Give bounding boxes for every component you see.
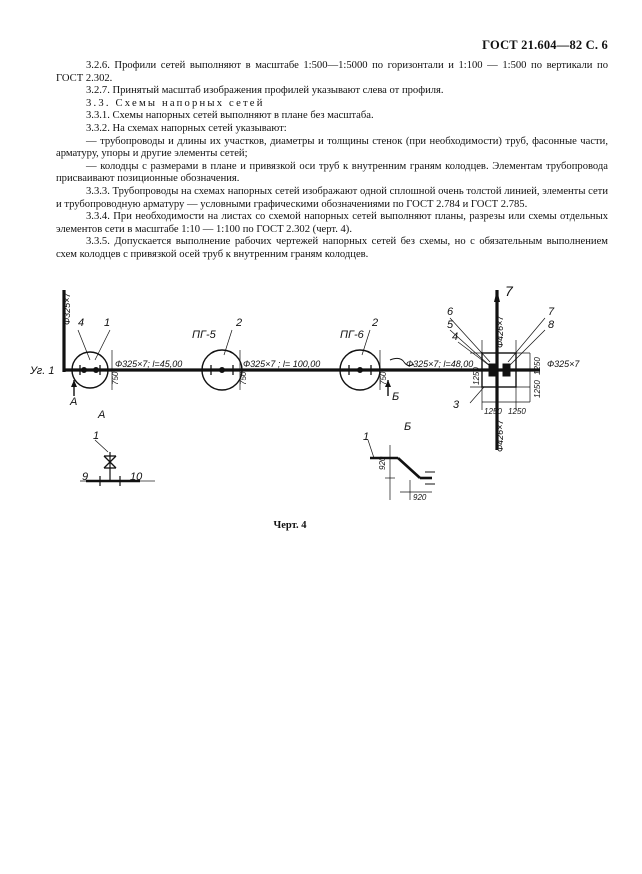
well-label-pg5: ПГ-5 [192,329,216,341]
paragraph-3-3-5: 3.3.5. Допускается выполнение рабочих чертежей напорных сетей без схемы, но с обязательным выполнением схем колодцев с привязкой осей труб к внутренним граням колодцев. [56,236,608,260]
position-4-b: 4 [452,331,459,343]
list-item-wells: — колодцы с размерами в плане и привязкой оси труб к внутренним граням колодцев. Элементам трубопровода присваивают позиционные обозначения. [56,160,608,185]
position-6: 6 [447,306,454,318]
dim-1250-v1: 1250 [472,367,481,385]
position-7-right: 7 [548,306,555,318]
dim-1250-v3: 1250 [533,380,542,398]
position-2-a: 2 [236,317,243,329]
figure-caption: Черт. 4 [273,520,307,531]
section-heading-3-3: 3.3. Схемы напорных сетей [86,97,265,109]
section-b-marker: Б [392,391,400,403]
segment-label-4: Ф325×7 [547,359,580,369]
position-3: 3 [453,399,460,411]
paragraph-3-3-2: 3.3.2. На схемах напорных сетей указывают: [86,122,287,134]
corner-label: Уг. 1 [30,365,55,377]
list-item-pipelines: — трубопроводы и длины их участков, диаметры и толщины стенок (при необходимости) труб, фасонные части, арматуру, упоры и другие элементы сетей; [56,135,608,160]
position-1: 1 [104,317,111,329]
vertical-dim-left: Ф325×7 [62,292,72,325]
position-1-b: 1 [363,431,370,443]
segment-label-1: Ф325×7; l=45,00 [115,359,183,369]
position-4-a: 4 [78,317,85,329]
position-2-b: 2 [372,317,379,329]
section-a-marker: А [70,396,78,408]
position-9: 9 [82,471,89,483]
section-a-title: А [98,409,106,421]
detail-b-pipe-slope [398,458,420,478]
section-b-title: Б [404,421,412,433]
dim-1250-v2: 1250 [533,357,542,375]
dim-920-v: 920 [378,456,387,470]
position-7-top: 7 [505,283,513,299]
segment-label-3: Ф325×7; l=48,00 [406,359,474,369]
position-5: 5 [447,319,454,331]
vertical-dim-top: Ф426×7 [495,315,505,348]
dim-750-c: 750 [379,371,388,385]
page-header: ГОСТ 21.604—82 С. 6 [482,38,608,52]
vertical-dim-bottom: Ф426×7 [495,419,505,452]
dim-920-h: 920 [413,493,427,502]
paragraph-3-3-1: 3.3.1. Схемы напорных сетей выполняют в плане без масштаба. [86,110,374,122]
position-8: 8 [548,319,555,331]
position-1-detail: 1 [93,430,100,442]
dim-750-a: 750 [111,371,120,385]
segment-label-2: Ф325×7 ; l= 100,00 [243,359,321,369]
well-label-pg6: ПГ-6 [340,329,364,341]
dim-750-b: 750 [239,371,248,385]
dim-1250-h1: 1250 [484,407,502,416]
paragraph-3-3-3: 3.3.3. Трубопроводы на схемах напорных сетей изображают одной сплошной очень толстой линией, элементы сети и трубопроводную арматуру — условными графическими обозначениями по ГОСТ 2.784 и ГОСТ 2.785. [56,185,608,210]
paragraph-3-3-4: 3.3.4. При необходимости на листах со схемой напорных сетей выполняют планы, разрезы или схемы отдельных элементов сети в масштабе 1:10 — 1:100 по ГОСТ 2.302 (черт. 4). [56,211,608,235]
dim-1250-h2: 1250 [508,407,526,416]
paragraph-3-2-6: 3.2.6. Профили сетей выполняют в масштабе 1:500—1:5000 по горизонтали и 1:100 — 1:500 по вертикали по ГОСТ 2.302. [56,60,608,84]
position-10: 10 [130,471,143,483]
paragraph-3-2-7: 3.2.7. Принятый масштаб изображения профилей указывают слева от профиля. [86,85,444,97]
